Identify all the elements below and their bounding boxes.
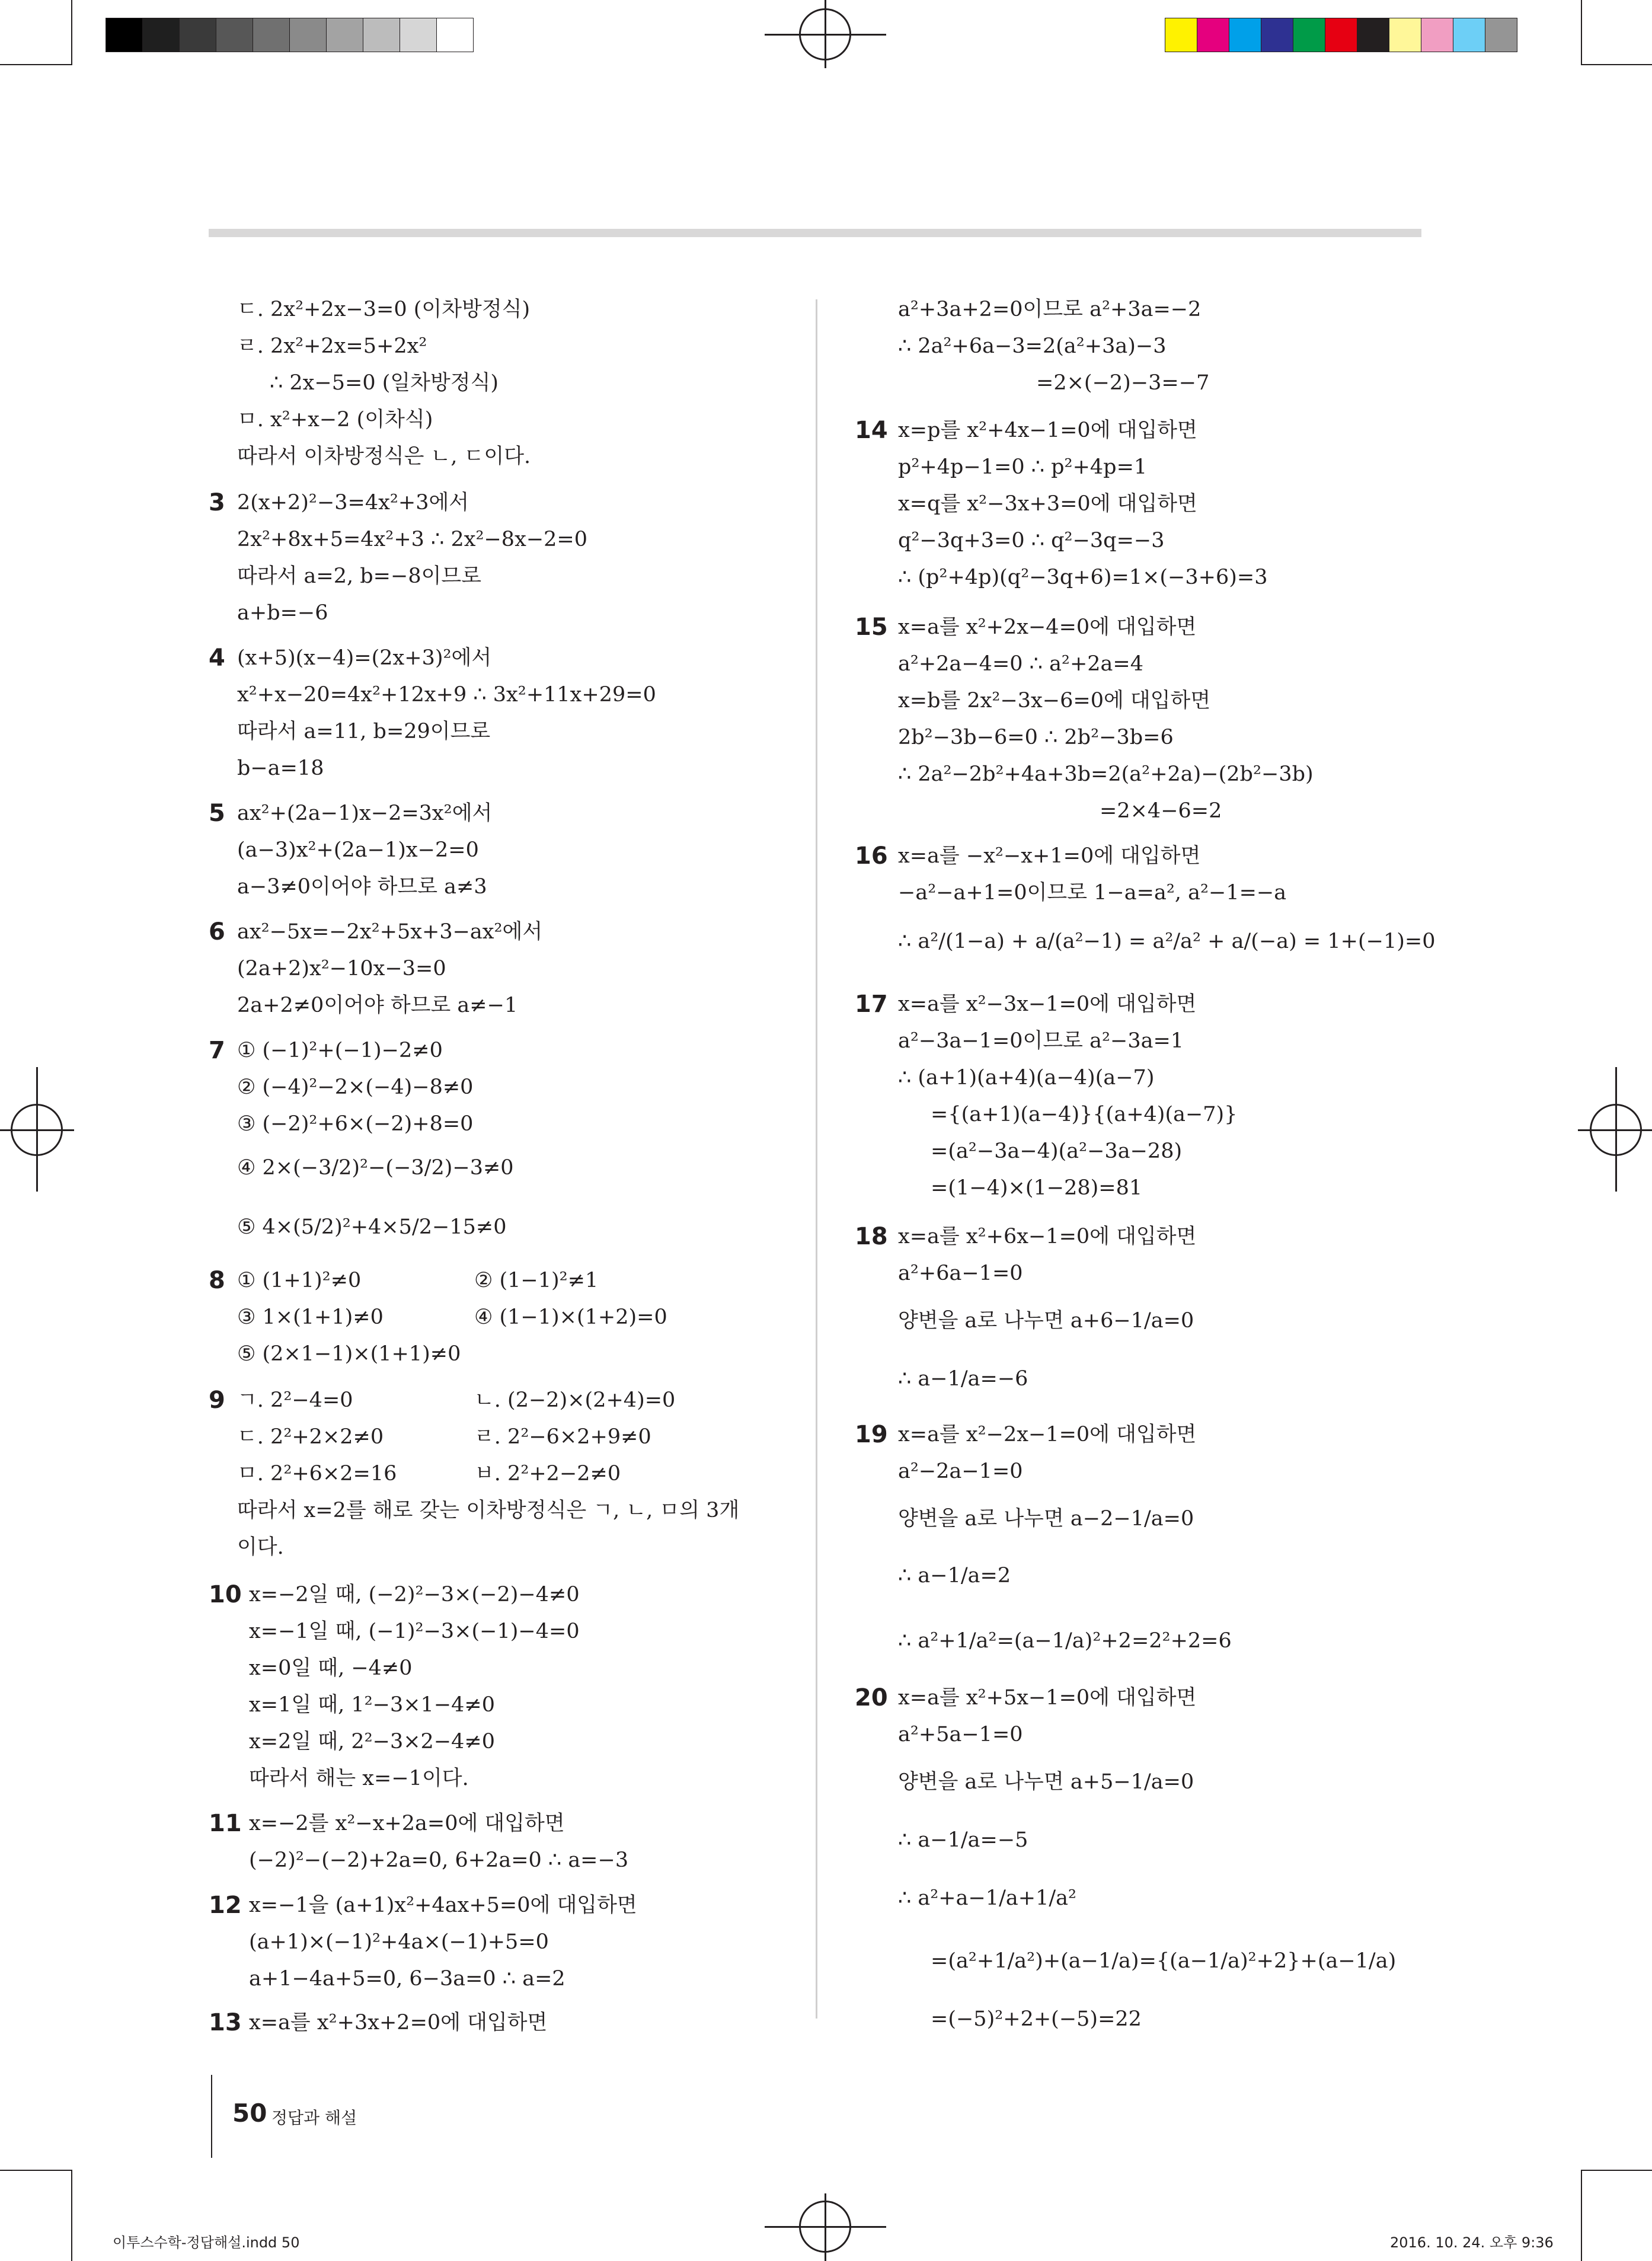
solution-line: x=a를 x²−3x−1=0에 대입하면 — [898, 992, 1197, 1016]
solution-line: 2a+2≠0이어야 하므로 a≠−1 — [237, 994, 518, 1017]
solution-line: ∴ 2a²+6a−3=2(a²+3a)−3 — [898, 334, 1167, 358]
gray-swatch — [253, 18, 290, 52]
gray-swatch — [436, 18, 474, 52]
section-label: 정답과 해설 — [271, 2108, 357, 2128]
solution-line: q²−3q+3=0 ∴ q²−3q=−3 — [898, 529, 1165, 553]
problem-number: 8 — [209, 1267, 225, 1294]
solution-line: x=b를 2x²−3x−6=0에 대입하면 — [898, 689, 1211, 713]
solution-line: ㄹ. 2x²+2x=5+2x² — [237, 334, 427, 358]
crop-mark — [1581, 2170, 1582, 2261]
solution-line: ③ 1×(1+1)≠0 — [237, 1305, 384, 1329]
solution-line: ① (−1)²+(−1)−2≠0 — [237, 1039, 443, 1062]
crop-mark — [71, 0, 72, 65]
problem-number: 19 — [855, 1421, 888, 1448]
solution-line: x=−1일 때, (−1)²−3×(−1)−4=0 — [249, 1620, 580, 1643]
solution-line: ∴ (p²+4p)(q²−3q+6)=1×(−3+6)=3 — [898, 566, 1268, 589]
gray-swatch — [142, 18, 180, 52]
color-swatch — [1197, 18, 1229, 52]
solution-line: ④ (1−1)×(1+2)=0 — [474, 1305, 667, 1329]
solution-line: (a−3)x²+(2a−1)x−2=0 — [237, 838, 479, 862]
solution-line: 따라서 a=11, b=29이므로 — [237, 720, 491, 743]
solution-line: a²−3a−1=0이므로 a²−3a=1 — [898, 1029, 1184, 1053]
solution-line: x=a를 x²+6x−1=0에 대입하면 — [898, 1225, 1197, 1248]
solution-line: p²+4p−1=0 ∴ p²+4p=1 — [898, 455, 1148, 479]
problem-number: 13 — [209, 2009, 242, 2036]
solution-line: x=q를 x²−3x+3=0에 대입하면 — [898, 492, 1197, 516]
solution-line: x=0일 때, −4≠0 — [249, 1656, 413, 1680]
solution-line: (x+5)(x−4)=(2x+3)²에서 — [237, 646, 492, 670]
solution-line: ax²−5x=−2x²+5x+3−ax²에서 — [237, 920, 543, 944]
problem-number: 18 — [855, 1223, 888, 1250]
problem-number: 7 — [209, 1037, 225, 1064]
solution-line: (−2)²−(−2)+2a=0, 6+2a=0 ∴ a=−3 — [249, 1848, 629, 1872]
solution-line: =(a²−3a−4)(a²−3a−28) — [931, 1139, 1183, 1163]
color-swatch — [1293, 18, 1325, 52]
color-swatch — [1421, 18, 1453, 52]
solution-line: =(−5)²+2+(−5)=22 — [931, 2007, 1142, 2031]
solution-line: ax²+(2a−1)x−2=3x²에서 — [237, 801, 493, 825]
solution-line: a²−2a−1=0 — [898, 1460, 1023, 1483]
color-swatch — [1389, 18, 1421, 52]
solution-line: b−a=18 — [237, 756, 324, 780]
problem-number: 6 — [209, 918, 225, 946]
solution-line: a²+6a−1=0 — [898, 1262, 1023, 1285]
solution-line: (2a+2)x²−10x−3=0 — [237, 957, 446, 981]
solution-line: x=−1을 (a+1)x²+4ax+5=0에 대입하면 — [249, 1893, 637, 1917]
solution-line: ㄷ. 2²+2×2≠0 — [237, 1425, 384, 1449]
solution-line: =(a²+1/a²)+(a−1/a)={(a−1/a)²+2}+(a−1/a) — [931, 1949, 1397, 1973]
solution-line: x=a를 x²+2x−4=0에 대입하면 — [898, 615, 1197, 639]
solution-line: ∴ a−1/a=2 — [898, 1564, 1011, 1588]
crop-mark — [0, 2170, 71, 2171]
solution-line: (a+1)×(−1)²+4a×(−1)+5=0 — [249, 1930, 549, 1954]
solution-line: 따라서 a=2, b=−8이므로 — [237, 564, 482, 588]
header-rule — [209, 229, 1421, 237]
solution-line: a+b=−6 — [237, 601, 328, 625]
solution-line: ① (1+1)²≠0 — [237, 1269, 362, 1292]
solution-line: ② (−4)²−2×(−4)−8≠0 — [237, 1075, 474, 1099]
crop-mark — [71, 2170, 72, 2261]
color-swatch — [1357, 18, 1389, 52]
solution-line: x=a를 −x²−x+1=0에 대입하면 — [898, 844, 1201, 868]
gray-swatch — [363, 18, 400, 52]
problem-number: 12 — [209, 1892, 242, 1919]
solution-line: 양변을 a로 나누면 a+6−1/a=0 — [898, 1309, 1194, 1333]
solution-line: −a²−a+1=0이므로 1−a=a², a²−1=−a — [898, 881, 1287, 905]
solution-line: ∴ a²+a−1/a+1/a² — [898, 1886, 1077, 1910]
crop-mark — [0, 64, 71, 65]
solution-line: x=p를 x²+4x−1=0에 대입하면 — [898, 419, 1197, 442]
color-swatch — [1453, 18, 1485, 52]
solution-line: a−3≠0이어야 하므로 a≠3 — [237, 875, 487, 899]
solution-line: x=2일 때, 2²−3×2−4≠0 — [249, 1730, 496, 1754]
solution-line: x=a를 x²+3x+2=0에 대입하면 — [249, 2011, 548, 2035]
gray-swatch — [106, 18, 143, 52]
solution-line: x²+x−20=4x²+12x+9 ∴ 3x²+11x+29=0 — [237, 683, 656, 707]
solution-line: ∴ a²/(1−a) + a/(a²−1) = a²/a² + a/(−a) = 1+(−1)=0 — [898, 930, 1436, 953]
problem-number: 9 — [209, 1387, 225, 1414]
solution-line: ㄹ. 2²−6×2+9≠0 — [474, 1425, 651, 1449]
gray-swatch — [326, 18, 363, 52]
problem-number: 5 — [209, 800, 225, 827]
solution-line: 양변을 a로 나누면 a−2−1/a=0 — [898, 1507, 1194, 1531]
solution-line: 2(x+2)²−3=4x²+3에서 — [237, 491, 469, 515]
solution-line: ∴ a²+1/a²=(a−1/a)²+2=2²+2=6 — [898, 1629, 1232, 1653]
gray-swatch — [289, 18, 327, 52]
solution-line: =(1−4)×(1−28)=81 — [931, 1176, 1143, 1200]
solution-line: ㅂ. 2²+2−2≠0 — [474, 1462, 621, 1486]
solution-line: ∴ (a+1)(a+4)(a−4)(a−7) — [898, 1066, 1155, 1090]
solution-line: ∴ a−1/a=−6 — [898, 1367, 1028, 1391]
color-swatch — [1325, 18, 1357, 52]
solution-line: =2×(−2)−3=−7 — [1036, 371, 1210, 395]
solution-line: a²+5a−1=0 — [898, 1723, 1023, 1746]
solution-line: x=−2를 x²−x+2a=0에 대입하면 — [249, 1812, 565, 1835]
solution-line: ㅁ. 2²+6×2=16 — [237, 1462, 397, 1486]
solution-line: 따라서 해는 x=−1이다. — [249, 1767, 469, 1790]
file-slug: 이투스수학-정답해설.indd 50 — [113, 2234, 300, 2251]
problem-number: 17 — [855, 991, 888, 1018]
solution-line: ㄴ. (2−2)×(2+4)=0 — [474, 1388, 676, 1412]
problem-number: 14 — [855, 417, 888, 444]
solution-line: ㄷ. 2x²+2x−3=0 (이차방정식) — [237, 298, 531, 321]
solution-line: a²+2a−4=0 ∴ a²+2a=4 — [898, 652, 1144, 676]
crop-mark — [1581, 64, 1652, 65]
gray-swatch — [216, 18, 253, 52]
gray-swatch — [179, 18, 216, 52]
solution-line: ③ (−2)²+6×(−2)+8=0 — [237, 1112, 474, 1136]
problem-number: 10 — [209, 1581, 242, 1608]
solution-line: 따라서 x=2를 해로 갖는 이차방정식은 ㄱ, ㄴ, ㅁ의 3개 — [237, 1499, 740, 1522]
crop-mark — [1581, 0, 1582, 65]
problem-number: 4 — [209, 644, 225, 672]
solution-line: x=a를 x²−2x−1=0에 대입하면 — [898, 1423, 1197, 1446]
problem-number: 20 — [855, 1684, 888, 1711]
column-divider — [816, 299, 817, 2019]
timestamp-slug: 2016. 10. 24. 오후 9:36 — [1390, 2234, 1554, 2251]
solution-line: 따라서 이차방정식은 ㄴ, ㄷ이다. — [237, 445, 531, 468]
solution-line: a²+3a+2=0이므로 a²+3a=−2 — [898, 298, 1202, 321]
solution-line: =2×4−6=2 — [1100, 799, 1222, 823]
crop-mark — [1581, 2170, 1652, 2171]
solution-line: x=a를 x²+5x−1=0에 대입하면 — [898, 1686, 1197, 1710]
solution-line: x=−2일 때, (−2)²−3×(−2)−4≠0 — [249, 1583, 580, 1607]
solution-line: 이다. — [237, 1535, 284, 1559]
solution-line: 2b²−3b−6=0 ∴ 2b²−3b=6 — [898, 726, 1174, 749]
solution-line: ② (1−1)²≠1 — [474, 1269, 599, 1292]
solution-line: ㄱ. 2²−4=0 — [237, 1388, 353, 1412]
problem-number: 3 — [209, 489, 225, 516]
problem-number: 16 — [855, 842, 888, 870]
solution-line: ∴ 2x−5=0 (일차방정식) — [270, 371, 499, 395]
gray-swatch — [400, 18, 437, 52]
problem-number: 11 — [209, 1810, 242, 1837]
solution-line: ⑤ (2×1−1)×(1+1)≠0 — [237, 1342, 461, 1366]
solution-line: 2x²+8x+5=4x²+3 ∴ 2x²−8x−2=0 — [237, 528, 588, 551]
solution-line: 양변을 a로 나누면 a+5−1/a=0 — [898, 1770, 1194, 1794]
solution-line: ⑤ 4×(5/2)²+4×5/2−15≠0 — [237, 1215, 507, 1239]
solution-line: x=1일 때, 1²−3×1−4≠0 — [249, 1693, 496, 1717]
problem-number: 15 — [855, 614, 888, 641]
solution-line: ∴ 2a²−2b²+4a+3b=2(a²+2a)−(2b²−3b) — [898, 762, 1314, 786]
footer-rule — [211, 2075, 212, 2158]
color-swatch — [1485, 18, 1517, 52]
color-swatch — [1165, 18, 1197, 52]
solution-line: ㅁ. x²+x−2 (이차식) — [237, 408, 433, 432]
color-swatch — [1261, 18, 1293, 52]
solution-line: a+1−4a+5=0, 6−3a=0 ∴ a=2 — [249, 1967, 565, 1991]
solution-line: ={(a+1)(a−4)}{(a+4)(a−7)} — [931, 1103, 1238, 1126]
page-number: 50 — [232, 2099, 267, 2128]
color-swatch — [1229, 18, 1261, 52]
solution-line: ④ 2×(−3/2)²−(−3/2)−3≠0 — [237, 1156, 514, 1180]
solution-line: ∴ a−1/a=−5 — [898, 1828, 1028, 1852]
